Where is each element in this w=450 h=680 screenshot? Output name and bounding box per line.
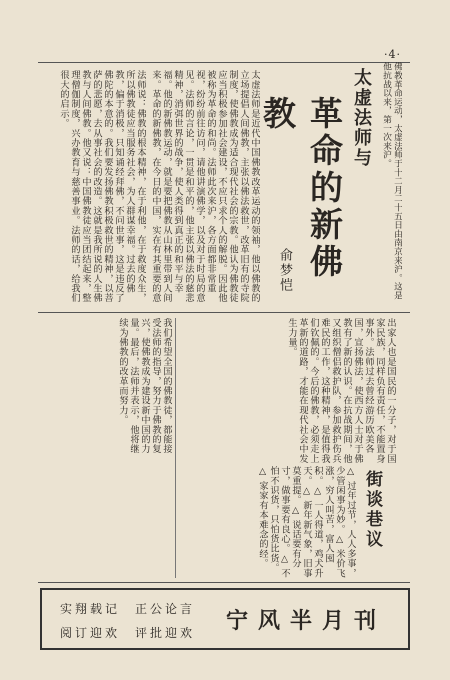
column-entries [40,466,356,578]
article-title-org: 太虚法师与 [351,68,372,168]
advert-line-2: 阅订迎欢 评批迎欢 [60,626,196,640]
article-title-block [258,68,374,308]
list-item: △ 家家有本难念的经。 [257,466,268,569]
list-item: △ 米价飞涨，穷人叫苦，富人囤积。 [312,466,345,578]
page-number: ·4· [384,48,401,61]
article-body-lower-right: 出家人也是国民的一分子，对于国家民族，同样负有责任，不能置身事外。法师过去曾经游历欧美各国，宣扬佛法，使西方人士对于佛教有了新的认识。在抗战期间，他又组织僧侣救护队，参加救护伤兵难民的工作，这种精神，是值得我们钦佩的。今后的佛教，必须走上革新的道路，才能在现代社会中发生力量。 [286,318,396,464]
advert-title: 宁风半月刊 [225,608,386,634]
advert-box [40,588,410,650]
mid-rule [38,312,410,313]
list-item: △ 说话要有分寸，做事要有良心。 [279,466,301,569]
article-body-right: 太虚法师是近代中国佛教改革运动的领袖，他以佛教的立场提倡人间佛教，主张以佛法救世，改革旧有的寺院制度，使佛教成为适合现代社会的宗教。他认为佛教徒应当积极参加社会建设，不应只求个人的解脱。因此他被称为革命的和尚。法师此次来沪，各方面都非常重视，纷纷前往访问，请他讲演佛学，以及对于时局的意见。法师的言论，一贯是和平的，他主张以佛法的慈悲精神，消弭世界的战争，使人类得到真正的和平与幸福。他的新佛教运动，就是要把佛教从山林里带到人间来。革命的新佛教，在今日的中国，实在有其重要的意 [150,70,260,303]
article-subtitle: 佛教革命运动，太虚法师于十二月二十五日由南京来沪。这是他抗战以来，第一次来沪。 [381,62,402,300]
advert-line-1: 实翔载记 正公论言 [60,602,196,616]
bottom-rule [38,582,410,583]
top-rule [38,62,410,63]
article-author: 俞梦恺 [277,248,292,293]
list-item: △ 过年过节，人人多事，少管闲事为妙。 [334,466,356,578]
list-item: △ 一人得道，鸡犬升天。 [301,466,323,578]
article-body-lower-left: 我们希望全国的佛教徒，都能接受法师的指导，努力于佛教的复兴，使佛教成为建设新中国的力量。最后，法师并表示，他将继续为佛教的改革而努力。 [117,318,172,454]
list-item: △ 新年新气象，旧事莫重提。 [290,466,312,578]
column-heading: 街谈巷议 [362,470,382,550]
article-body-left: 法师说：佛教的根本精神，在于利他，在于救度众生，所以佛教徒应当服务社会，为人群谋幸福。过去的佛教，偏于消极，只知诵经拜佛，不问世事，这是违反了佛陀的本意的。我们要发扬佛教积极救世的精神，以菩萨的悲愿，去从事社会的改造。这就是我所说的人生佛教与人间佛教。他又说：中国佛教徒应当团结起来，整理僧伽制度，兴办教育与慈善事业。法师的话，给我们很大的启示。 [58,70,146,303]
article-title: 革命的新佛教 [258,96,344,281]
list-item: △ 不怕不识货，只怕货比货。 [268,466,290,578]
